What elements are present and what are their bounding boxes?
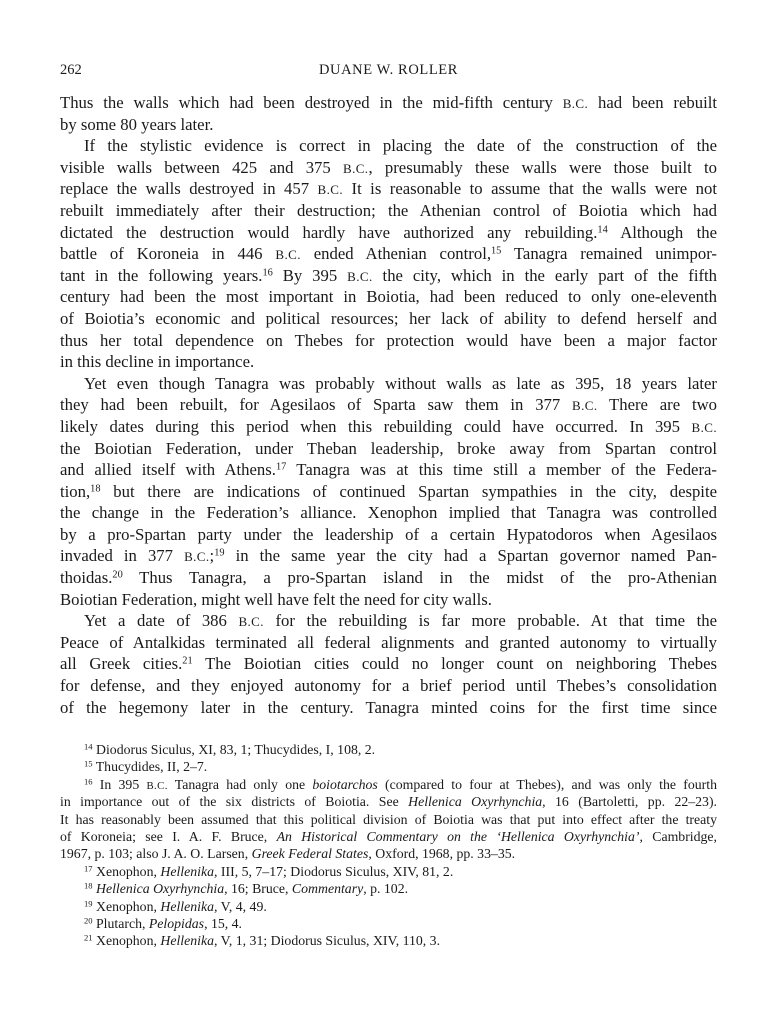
era-abbreviation: B.C.	[691, 419, 717, 435]
era-abbreviation: B.C.	[572, 398, 598, 414]
body-line	[60, 653, 717, 675]
body-line	[60, 330, 717, 352]
text-run: Diodorus Siculus, XI, 83, 1; Thucydides, I, 108, 2.	[92, 742, 376, 757]
text-run: If the stylistic evidence is correct in placing the date of the construction of the	[84, 136, 717, 156]
text-run: (compared to four at Thebes), and was only the fourth	[377, 776, 717, 792]
text-run: they had been rebuilt, for Agesilaos of Sparta saw them in 377	[60, 395, 573, 415]
era-abbreviation: B.C.	[317, 182, 344, 198]
footnote-line	[60, 863, 717, 880]
text-run: thus her total dependence on Thebes for protection would have been a major factor	[60, 330, 717, 350]
text-run: , Oxford, 1968, pp. 33–35.	[368, 846, 516, 862]
footnote-reference: 16	[262, 267, 273, 279]
italic-title: Hellenika	[160, 933, 215, 949]
footnote-reference: 16	[84, 776, 93, 787]
text-run: replace the walls destroyed in 457	[60, 179, 318, 199]
italic-title: Greek Federal States	[251, 846, 369, 862]
text-run: , presumably these walls were those built to	[368, 157, 717, 177]
footnote-reference: 19	[84, 897, 93, 908]
text-run: , Cambridge,	[639, 828, 717, 844]
text-run: , III, 5, 7–17; Diodorus Siculus, XIV, 81, 2.	[214, 863, 454, 879]
text-run: Tanagra was at this time still a member of the Federa-	[286, 460, 717, 480]
body-line	[60, 416, 717, 438]
running-head: DUANE W. ROLLER	[318, 62, 459, 78]
body-line	[60, 502, 717, 524]
text-run: Xenophon,	[92, 898, 161, 914]
text-run: ended Athenian control,	[300, 244, 491, 264]
text-run: The Boiotian cities could no longer count on neighboring Thebes	[192, 654, 717, 674]
text-run: of Boiotia’s economic and political resources; her lack of ability to defend herself and	[60, 308, 717, 328]
footnote-line	[60, 898, 717, 915]
text-run: Yet a date of 386	[84, 611, 239, 631]
text-run: dictated the destruction would hardly have authorized any rebuilding.	[60, 222, 598, 242]
text-run: Yet even though Tanagra was probably without walls as late as 395, 18 years later	[84, 373, 717, 393]
body-line	[60, 265, 717, 287]
body-line	[60, 157, 717, 179]
footnote-line	[60, 915, 717, 932]
italic-title: Pelopidas	[148, 915, 205, 931]
body-text	[60, 92, 717, 718]
footnote-line	[60, 845, 717, 862]
footnote-reference: 20	[84, 915, 93, 926]
footnote-reference: 15	[84, 758, 93, 769]
italic-title: boiotarchos	[312, 776, 378, 792]
body-line	[60, 243, 717, 265]
text-run: Xenophon,	[92, 933, 161, 949]
text-run: , 16 (Bartoletti, pp. 22–23).	[542, 794, 717, 810]
footnote-reference: 20	[112, 569, 123, 581]
text-run: invaded in 377	[60, 546, 185, 566]
text-run: 1967, p. 103; also J. A. O. Larsen,	[60, 846, 252, 862]
text-run: There are two	[597, 395, 717, 415]
era-abbreviation: B.C.	[146, 779, 168, 792]
text-run: Tanagra remained unimpor-	[501, 244, 717, 264]
body-line	[60, 92, 717, 114]
italic-title: Hellenika	[160, 898, 215, 914]
era-abbreviation: B.C.	[184, 549, 210, 565]
text-run: in importance out of the six districts of Boiotia. See	[60, 794, 409, 810]
text-run: for the rebuilding is far more probable. At that time the	[263, 611, 718, 631]
footnote-reference: 17	[275, 461, 287, 473]
text-run: the Boiotian Federation, under Theban leadership, broke away from Spartan control	[60, 438, 717, 458]
footnote-line	[60, 811, 717, 828]
text-run: In 395	[92, 776, 147, 792]
text-run: rebuilt immediately after their destruction; the Athenian control of Boiotia which had	[60, 200, 717, 220]
page-number: 262	[60, 62, 82, 78]
era-abbreviation: B.C.	[342, 160, 369, 176]
body-line	[60, 286, 717, 308]
text-run: century had been the most important in Boiotia, had been reduced to only one-eleventh	[60, 287, 717, 307]
text-run: and allied itself with Athens.	[60, 460, 276, 480]
text-run: the city, which in the early part of the fifth	[372, 265, 717, 285]
body-line	[60, 697, 717, 719]
text-run: tant in the following years.	[60, 265, 263, 285]
body-line	[60, 222, 717, 244]
text-run: Although the	[607, 222, 717, 242]
text-run: the change in the Federation’s alliance. Xenophon implied that Tanagra was controlled	[60, 503, 717, 523]
text-run: in this decline in importance.	[60, 352, 255, 372]
text-run: Xenophon,	[92, 863, 161, 879]
text-run: Tanagra had only one	[167, 776, 313, 792]
text-run: , p. 102.	[363, 881, 409, 897]
footnote-reference: 14	[597, 223, 608, 235]
era-abbreviation: B.C.	[275, 247, 301, 263]
footnote-reference: 15	[491, 245, 502, 257]
text-run: visible walls between 425 and 375	[60, 157, 343, 177]
footnote-line	[60, 880, 717, 897]
body-line	[60, 567, 717, 589]
body-line	[60, 178, 717, 200]
body-line	[60, 481, 717, 503]
text-run: , 16; Bruce,	[224, 881, 292, 897]
body-line	[60, 373, 717, 395]
text-run: of the hegemony later in the century. Tanagra minted coins for the first time since	[60, 697, 717, 717]
body-line	[60, 351, 717, 373]
text-run: tion,	[60, 481, 91, 501]
footnote-reference: 21	[84, 932, 93, 943]
italic-title: An Historical Commentary on the ‘Hellenica Oxyrhynchia’	[276, 828, 640, 844]
body-line	[60, 675, 717, 697]
footnote-line	[60, 776, 717, 793]
footnote-line	[60, 741, 717, 758]
text-run: of Koroneia; see I. A. F. Bruce,	[60, 828, 277, 844]
footnote-line	[60, 793, 717, 810]
body-line	[60, 308, 717, 330]
page-header	[60, 62, 717, 82]
text-run: , V, 4, 49.	[214, 898, 267, 914]
footnote-reference: 21	[182, 655, 193, 667]
body-line	[60, 610, 717, 632]
text-run: Thus Tanagra, a pro-Spartan island in the midst of the pro-Athenian	[122, 568, 717, 588]
era-abbreviation: B.C.	[562, 96, 589, 111]
text-run: but there are indications of continued Spartan sympathies in the city, despite	[100, 481, 717, 501]
body-line	[60, 394, 717, 416]
body-line	[60, 459, 717, 481]
body-line	[60, 524, 717, 546]
italic-title: Hellenica Oxyrhynchia	[408, 794, 543, 810]
text-run: for defense, and they enjoyed autonomy for a brief period until Thebes’s consolidation	[60, 676, 717, 696]
italic-title: Hellenika	[160, 863, 215, 879]
text-run: Thus the walls which had been destroyed in the mid-fifth century	[60, 93, 563, 112]
text-run: Thucydides, II, 2–7.	[92, 759, 208, 775]
footnote-line	[60, 932, 717, 949]
body-line	[60, 545, 717, 567]
footnote-line	[60, 828, 717, 845]
text-run: likely dates during this period when this rebuilding could have occurred. In 395	[60, 416, 692, 436]
era-abbreviation: B.C.	[347, 268, 373, 284]
italic-title: Commentary	[291, 881, 364, 897]
text-run: thoidas.	[60, 568, 113, 588]
text-run: By 395	[272, 265, 348, 285]
footnote-reference: 14	[84, 741, 93, 752]
text-run: by a pro-Spartan party under the leadership of a certain Hypatodoros when Agesilaos	[60, 524, 717, 544]
footnote-reference: 18	[84, 880, 93, 891]
body-line	[60, 114, 717, 136]
text-run: Plutarch,	[92, 915, 149, 931]
text-run: battle of Koroneia in 446	[60, 244, 276, 264]
text-run: in the same year the city had a Spartan governor named Pan-	[224, 546, 717, 566]
text-run: ;	[209, 546, 215, 566]
footnote-reference: 19	[214, 547, 225, 559]
text-run: It is reasonable to assume that the walls were not	[343, 179, 717, 199]
body-line	[60, 438, 717, 460]
italic-title: Hellenica Oxyrhynchia	[96, 881, 225, 897]
footnote-line	[60, 758, 717, 775]
text-run: Peace of Antalkidas terminated all federal alignments and granted autonomy to virtually	[60, 632, 717, 652]
body-line	[60, 135, 717, 157]
text-run: , V, 1, 31; Diodorus Siculus, XIV, 110, 3.	[214, 933, 441, 949]
body-line	[60, 589, 717, 611]
text-run: had been rebuilt	[588, 93, 717, 112]
body-line	[60, 200, 717, 222]
text-run: , 15, 4.	[204, 915, 243, 931]
footnote-reference: 18	[90, 483, 101, 494]
footnote-reference: 17	[84, 863, 93, 874]
body-line	[60, 632, 717, 654]
text-run: Boiotian Federation, might well have felt the need for city walls.	[60, 589, 492, 609]
text-run: by some 80 years later.	[60, 114, 214, 134]
text-run: It has reasonably been assumed that this political division of Boiotia was that put into effect after the treaty	[60, 811, 717, 827]
era-abbreviation: B.C.	[238, 614, 264, 630]
text-run: all Greek cities.	[60, 654, 183, 674]
footnotes	[60, 741, 717, 950]
